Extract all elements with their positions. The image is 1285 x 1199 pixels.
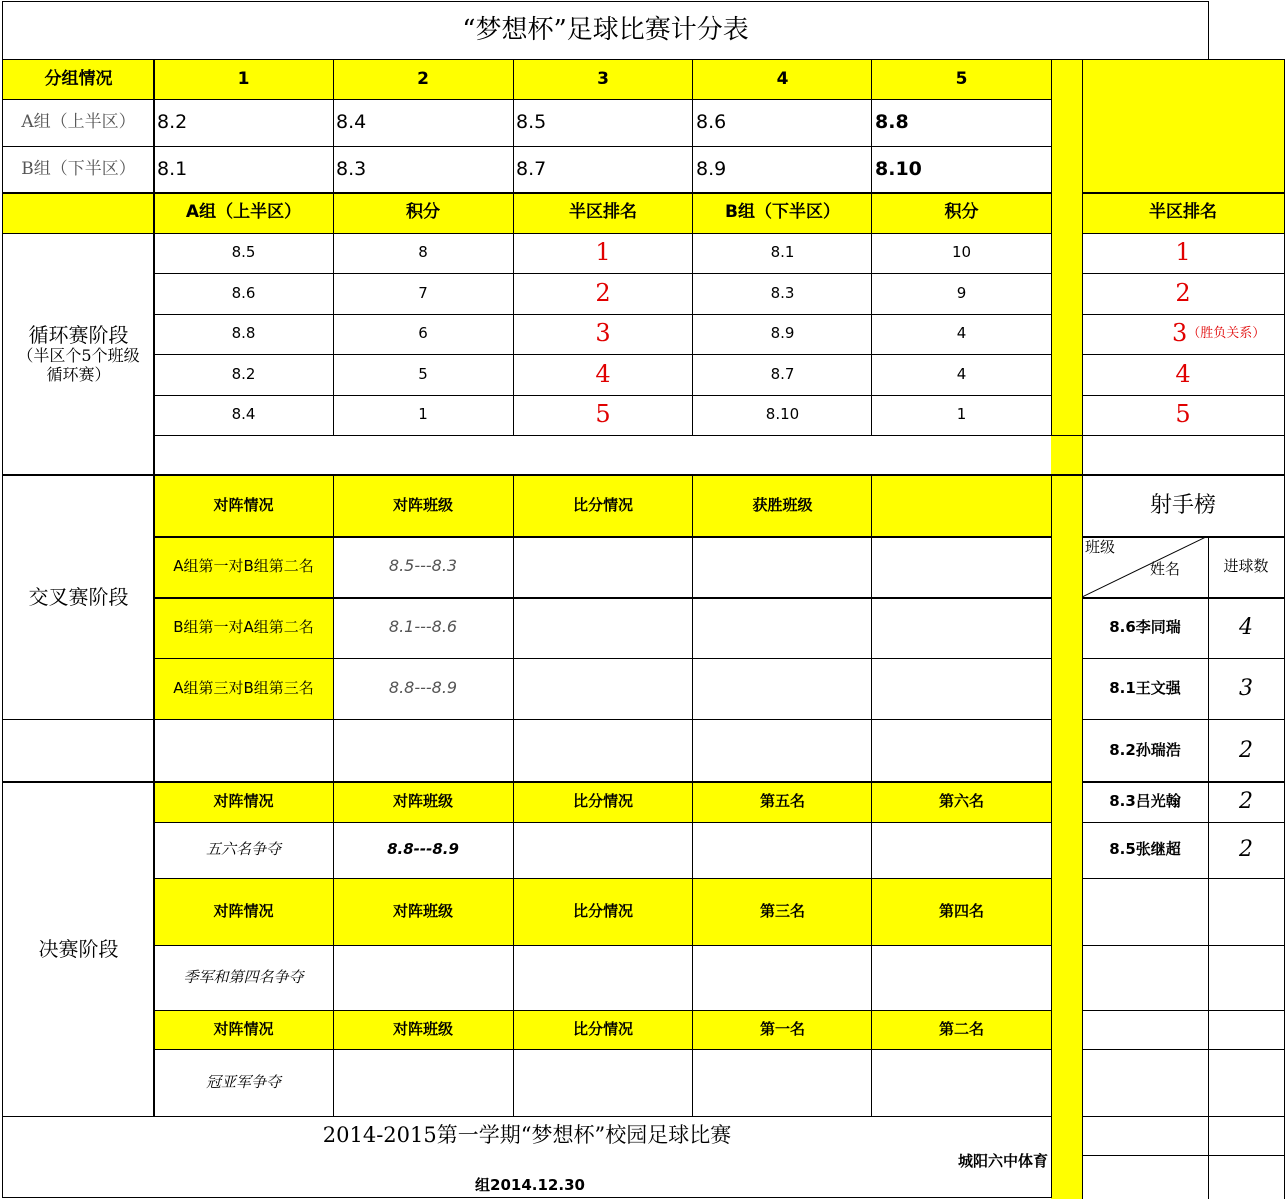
finals-h2-third: 第三名 xyxy=(759,901,805,920)
scorer-goals: 3 xyxy=(1239,675,1253,701)
rr-b-points: 4 xyxy=(956,324,967,343)
scorer-player: 8.6李同瑞 xyxy=(1109,617,1181,636)
rr-a-points: 6 xyxy=(418,324,428,343)
footer-line1: 2014-2015第一学期“梦想杯”校园足球比赛 xyxy=(322,1122,732,1147)
finals-r3-match: 冠亚军争夺 xyxy=(205,1072,281,1091)
footer-line3: 组2014.12.30 xyxy=(475,1176,585,1195)
rr-a-class: 8.8 xyxy=(231,324,256,343)
rr-a-points: 8 xyxy=(418,243,428,262)
group-b-class-2: 8.3 xyxy=(336,157,367,180)
group-b-class-5: 8.10 xyxy=(875,157,922,180)
rr-b-rank-cell xyxy=(1082,314,1284,354)
scorer-goals: 4 xyxy=(1239,614,1253,640)
round-robin-stage-label xyxy=(3,233,154,475)
rr-a-class: 8.4 xyxy=(231,405,256,424)
finals-r1-match: 五六名争夺 xyxy=(205,840,281,859)
cross-classes: 8.5---8.3 xyxy=(388,556,458,576)
finals-h2-classes: 对阵班级 xyxy=(392,901,453,920)
cross-stage-label: 交叉赛阶段 xyxy=(28,584,129,609)
corner-diagonal xyxy=(1082,536,1208,597)
rr-note: （胜负关系） xyxy=(1187,325,1266,341)
finals-h2-fourth: 第四名 xyxy=(938,901,984,920)
footer-line2: 城阳六中体育 xyxy=(957,1152,1048,1171)
rr-stage-line2: （半区个5个班级 xyxy=(17,346,140,366)
finals-h3-first: 第一名 xyxy=(759,1019,805,1038)
rr-a-points: 7 xyxy=(418,283,428,302)
rr-b-points: 9 xyxy=(956,283,967,302)
rr-a-points: 5 xyxy=(418,364,428,383)
scorer-player: 8.1王文强 xyxy=(1109,678,1181,697)
rr-a-rank: 4 xyxy=(595,359,611,388)
finals-h1-score: 比分情况 xyxy=(572,792,633,811)
group-a-class-3: 8.5 xyxy=(516,110,547,133)
group-col-1: 1 xyxy=(237,68,250,89)
rr-b-rank: 1 xyxy=(1175,238,1191,267)
finals-stage-label: 决赛阶段 xyxy=(38,936,119,961)
finals-h1-match: 对阵情况 xyxy=(213,792,274,811)
cross-match: A组第一对B组第二名 xyxy=(173,556,314,575)
scorers-goals-header: 进球数 xyxy=(1223,556,1269,575)
cross-header-classes: 对阵班级 xyxy=(392,495,453,514)
group-b-class-4: 8.9 xyxy=(696,157,727,180)
rr-b-class: 8.1 xyxy=(770,243,795,262)
rr-stage-line3: 循环赛） xyxy=(46,364,111,384)
grouping-header: 分组情况 xyxy=(44,68,113,89)
rr-header-b-group: B组（下半区） xyxy=(725,202,840,223)
scorer-player: 8.2孙瑞浩 xyxy=(1109,740,1181,759)
scorers-corner-top: 班级 xyxy=(1085,538,1116,557)
finals-r1-classes: 8.8---8.9 xyxy=(387,840,459,859)
rr-a-points: 1 xyxy=(418,405,428,424)
scorer-goals: 2 xyxy=(1239,837,1253,863)
finals-r2-match: 季军和第四名争夺 xyxy=(183,967,304,986)
scorers-title: 射手榜 xyxy=(1149,492,1216,518)
group-a-class-1: 8.2 xyxy=(157,110,188,133)
scorer-player: 8.5张继超 xyxy=(1109,840,1181,859)
finals-h3-second: 第二名 xyxy=(938,1019,984,1038)
group-b-class-1: 8.1 xyxy=(157,157,188,180)
finals-h3-score: 比分情况 xyxy=(572,1019,633,1038)
rr-b-rank: 4 xyxy=(1175,359,1191,388)
cross-header-match: 对阵情况 xyxy=(213,495,274,514)
scorer-goals: 2 xyxy=(1239,789,1253,815)
group-a-class-4: 8.6 xyxy=(696,110,727,133)
page-title: “梦想杯”足球比赛计分表 xyxy=(462,15,749,46)
rr-a-class: 8.6 xyxy=(231,283,256,302)
rr-header-a-points: 积分 xyxy=(406,202,440,223)
rr-b-rank: 5 xyxy=(1175,400,1191,429)
rr-header-a-group: A组（上半区） xyxy=(185,202,302,223)
cross-classes: 8.1---8.6 xyxy=(388,617,458,637)
cross-header-winner: 获胜班级 xyxy=(752,495,813,514)
scorers-corner-bottom: 姓名 xyxy=(1150,560,1181,579)
rr-a-rank: 5 xyxy=(595,400,611,429)
scorer-player: 8.3吕光翰 xyxy=(1109,792,1181,811)
finals-h1-sixth: 第六名 xyxy=(938,792,984,811)
finals-h1-fifth: 第五名 xyxy=(759,792,805,811)
finals-h1-classes: 对阵班级 xyxy=(392,792,453,811)
group-col-4: 4 xyxy=(776,68,789,89)
scorer-goals: 2 xyxy=(1239,737,1253,763)
rr-header-a-rank: 半区排名 xyxy=(569,202,637,223)
rr-b-points: 10 xyxy=(951,243,972,262)
group-col-2: 2 xyxy=(417,68,429,89)
yellow-band xyxy=(1051,60,1082,1199)
group-col-3: 3 xyxy=(597,68,609,89)
finals-h3-classes: 对阵班级 xyxy=(392,1019,453,1038)
rr-b-rank: 3 xyxy=(1172,319,1188,348)
rr-b-points: 1 xyxy=(956,405,967,424)
cross-classes: 8.8---8.9 xyxy=(388,678,458,698)
cross-header-score: 比分情况 xyxy=(572,495,633,514)
cross-match: A组第三对B组第三名 xyxy=(173,678,314,697)
rr-b-rank: 2 xyxy=(1175,278,1191,307)
finals-h2-score: 比分情况 xyxy=(572,901,633,920)
group-a-label: A组（上半区） xyxy=(21,111,136,132)
finals-h2-match: 对阵情况 xyxy=(213,901,274,920)
group-b-class-3: 8.7 xyxy=(516,157,547,180)
rr-b-class: 8.3 xyxy=(770,283,795,302)
group-a-class-2: 8.4 xyxy=(336,110,367,133)
rr-a-class: 8.5 xyxy=(231,243,256,262)
rr-b-class: 8.9 xyxy=(770,324,795,343)
rr-a-rank: 3 xyxy=(595,319,611,348)
rr-a-rank: 1 xyxy=(595,238,611,267)
rr-stage-line1: 循环赛阶段 xyxy=(28,323,129,348)
rr-header-b-rank: 半区排名 xyxy=(1149,202,1217,223)
rr-b-class: 8.7 xyxy=(770,364,795,383)
rr-b-class: 8.10 xyxy=(765,405,800,424)
group-col-5: 5 xyxy=(955,68,968,89)
rr-header-b-points: 积分 xyxy=(944,202,979,223)
group-a-class-5: 8.8 xyxy=(875,110,909,133)
rr-a-class: 8.2 xyxy=(231,364,256,383)
rr-a-rank: 2 xyxy=(595,278,611,307)
rr-b-points: 4 xyxy=(956,364,967,383)
cross-match: B组第一对A组第二名 xyxy=(173,617,314,636)
group-b-label: B组（下半区） xyxy=(21,158,136,179)
finals-h3-match: 对阵情况 xyxy=(213,1019,274,1038)
